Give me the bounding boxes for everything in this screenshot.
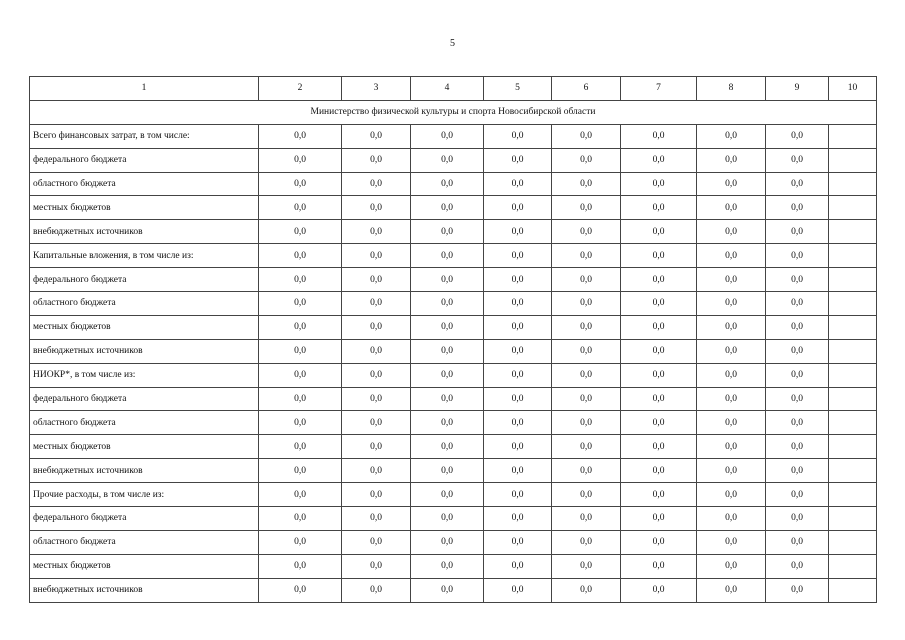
row-label: местных бюджетов xyxy=(30,315,259,339)
table-row xyxy=(30,554,877,578)
value-cell: 0,0 xyxy=(697,530,766,554)
row-label: федерального бюджета xyxy=(30,148,259,172)
value-cell: 0,0 xyxy=(552,530,621,554)
column-number-cell: 7 xyxy=(621,77,697,101)
value-cell-empty xyxy=(829,244,877,268)
value-cell: 0,0 xyxy=(342,339,411,363)
value-cell: 0,0 xyxy=(342,172,411,196)
value-cell: 0,0 xyxy=(766,459,829,483)
row-label: федерального бюджета xyxy=(30,507,259,531)
value-cell: 0,0 xyxy=(766,292,829,316)
row-label: местных бюджетов xyxy=(30,554,259,578)
value-cell: 0,0 xyxy=(766,339,829,363)
value-cell: 0,0 xyxy=(484,292,552,316)
table-row xyxy=(30,578,877,602)
table-row xyxy=(30,196,877,220)
value-cell: 0,0 xyxy=(411,387,484,411)
value-cell: 0,0 xyxy=(411,554,484,578)
table-row xyxy=(30,483,877,507)
row-label: областного бюджета xyxy=(30,172,259,196)
value-cell: 0,0 xyxy=(766,315,829,339)
value-cell: 0,0 xyxy=(259,148,342,172)
value-cell: 0,0 xyxy=(552,339,621,363)
value-cell: 0,0 xyxy=(342,459,411,483)
value-cell: 0,0 xyxy=(697,196,766,220)
column-number-cell: 3 xyxy=(342,77,411,101)
value-cell: 0,0 xyxy=(484,339,552,363)
ministry-row xyxy=(30,100,877,124)
value-cell: 0,0 xyxy=(484,459,552,483)
value-cell: 0,0 xyxy=(342,363,411,387)
value-cell: 0,0 xyxy=(766,530,829,554)
value-cell: 0,0 xyxy=(552,459,621,483)
value-cell: 0,0 xyxy=(552,292,621,316)
table-row xyxy=(30,459,877,483)
table-row xyxy=(30,172,877,196)
value-cell: 0,0 xyxy=(259,459,342,483)
value-cell: 0,0 xyxy=(766,220,829,244)
value-cell: 0,0 xyxy=(621,315,697,339)
row-label: внебюджетных источников xyxy=(30,220,259,244)
value-cell: 0,0 xyxy=(259,507,342,531)
column-number-cell: 4 xyxy=(411,77,484,101)
value-cell-empty xyxy=(829,411,877,435)
value-cell: 0,0 xyxy=(621,459,697,483)
page-number: 5 xyxy=(450,38,455,49)
value-cell: 0,0 xyxy=(552,483,621,507)
table-row xyxy=(30,339,877,363)
value-cell: 0,0 xyxy=(697,387,766,411)
value-cell: 0,0 xyxy=(484,220,552,244)
value-cell: 0,0 xyxy=(342,578,411,602)
value-cell: 0,0 xyxy=(484,578,552,602)
value-cell-empty xyxy=(829,554,877,578)
value-cell: 0,0 xyxy=(259,268,342,292)
value-cell: 0,0 xyxy=(621,244,697,268)
table-row xyxy=(30,124,877,148)
value-cell: 0,0 xyxy=(697,435,766,459)
value-cell: 0,0 xyxy=(766,435,829,459)
value-cell: 0,0 xyxy=(766,578,829,602)
value-cell: 0,0 xyxy=(697,268,766,292)
value-cell: 0,0 xyxy=(552,578,621,602)
value-cell: 0,0 xyxy=(484,196,552,220)
value-cell: 0,0 xyxy=(259,315,342,339)
value-cell: 0,0 xyxy=(552,196,621,220)
row-label: Всего финансовых затрат, в том числе: xyxy=(30,124,259,148)
value-cell: 0,0 xyxy=(259,483,342,507)
value-cell: 0,0 xyxy=(259,244,342,268)
value-cell: 0,0 xyxy=(259,292,342,316)
value-cell: 0,0 xyxy=(259,578,342,602)
value-cell: 0,0 xyxy=(484,244,552,268)
value-cell: 0,0 xyxy=(484,411,552,435)
value-cell: 0,0 xyxy=(259,363,342,387)
value-cell: 0,0 xyxy=(552,435,621,459)
row-label: областного бюджета xyxy=(30,411,259,435)
value-cell: 0,0 xyxy=(766,387,829,411)
value-cell: 0,0 xyxy=(484,530,552,554)
value-cell: 0,0 xyxy=(342,124,411,148)
column-number-cell: 6 xyxy=(552,77,621,101)
value-cell: 0,0 xyxy=(342,435,411,459)
value-cell: 0,0 xyxy=(766,124,829,148)
column-number-cell: 2 xyxy=(259,77,342,101)
value-cell: 0,0 xyxy=(484,507,552,531)
value-cell: 0,0 xyxy=(552,315,621,339)
value-cell: 0,0 xyxy=(697,411,766,435)
row-label: федерального бюджета xyxy=(30,387,259,411)
value-cell: 0,0 xyxy=(766,507,829,531)
row-label: Прочие расходы, в том числе из: xyxy=(30,483,259,507)
value-cell: 0,0 xyxy=(411,459,484,483)
value-cell: 0,0 xyxy=(342,315,411,339)
value-cell: 0,0 xyxy=(484,268,552,292)
value-cell-empty xyxy=(829,435,877,459)
value-cell: 0,0 xyxy=(259,196,342,220)
value-cell-empty xyxy=(829,483,877,507)
value-cell: 0,0 xyxy=(766,196,829,220)
value-cell: 0,0 xyxy=(697,292,766,316)
value-cell: 0,0 xyxy=(621,268,697,292)
value-cell: 0,0 xyxy=(766,483,829,507)
value-cell: 0,0 xyxy=(552,507,621,531)
value-cell: 0,0 xyxy=(621,124,697,148)
value-cell: 0,0 xyxy=(411,339,484,363)
value-cell: 0,0 xyxy=(484,148,552,172)
table-row xyxy=(30,220,877,244)
value-cell: 0,0 xyxy=(411,292,484,316)
row-label: местных бюджетов xyxy=(30,435,259,459)
ministry-title: Министерство физической культуры и спорта Новосибирской области xyxy=(30,100,877,124)
value-cell: 0,0 xyxy=(697,459,766,483)
value-cell: 0,0 xyxy=(259,172,342,196)
row-label: НИОКР*, в том числе из: xyxy=(30,363,259,387)
value-cell-empty xyxy=(829,196,877,220)
value-cell: 0,0 xyxy=(342,530,411,554)
value-cell: 0,0 xyxy=(552,554,621,578)
value-cell: 0,0 xyxy=(484,387,552,411)
value-cell: 0,0 xyxy=(411,483,484,507)
row-label: областного бюджета xyxy=(30,292,259,316)
row-label: федерального бюджета xyxy=(30,268,259,292)
value-cell: 0,0 xyxy=(342,554,411,578)
value-cell: 0,0 xyxy=(697,483,766,507)
table-row xyxy=(30,387,877,411)
table-row xyxy=(30,148,877,172)
value-cell: 0,0 xyxy=(766,411,829,435)
column-number-cell: 9 xyxy=(766,77,829,101)
column-number-row xyxy=(30,77,877,101)
value-cell-empty xyxy=(829,268,877,292)
value-cell: 0,0 xyxy=(552,387,621,411)
value-cell: 0,0 xyxy=(552,268,621,292)
value-cell: 0,0 xyxy=(484,435,552,459)
value-cell: 0,0 xyxy=(697,124,766,148)
value-cell: 0,0 xyxy=(697,339,766,363)
value-cell: 0,0 xyxy=(697,315,766,339)
value-cell: 0,0 xyxy=(766,148,829,172)
value-cell: 0,0 xyxy=(552,220,621,244)
value-cell: 0,0 xyxy=(484,363,552,387)
table-row xyxy=(30,315,877,339)
value-cell: 0,0 xyxy=(552,172,621,196)
table-row xyxy=(30,244,877,268)
value-cell: 0,0 xyxy=(342,507,411,531)
row-label: областного бюджета xyxy=(30,530,259,554)
value-cell: 0,0 xyxy=(621,578,697,602)
value-cell: 0,0 xyxy=(697,220,766,244)
value-cell: 0,0 xyxy=(621,530,697,554)
value-cell: 0,0 xyxy=(342,220,411,244)
value-cell: 0,0 xyxy=(621,387,697,411)
value-cell: 0,0 xyxy=(342,411,411,435)
value-cell: 0,0 xyxy=(411,578,484,602)
value-cell-empty xyxy=(829,172,877,196)
row-label: внебюджетных источников xyxy=(30,339,259,363)
value-cell: 0,0 xyxy=(259,220,342,244)
row-label: местных бюджетов xyxy=(30,196,259,220)
value-cell-empty xyxy=(829,530,877,554)
table-body xyxy=(30,77,877,603)
value-cell: 0,0 xyxy=(411,507,484,531)
value-cell: 0,0 xyxy=(697,507,766,531)
value-cell: 0,0 xyxy=(484,172,552,196)
value-cell: 0,0 xyxy=(552,363,621,387)
value-cell: 0,0 xyxy=(411,435,484,459)
value-cell: 0,0 xyxy=(259,530,342,554)
value-cell: 0,0 xyxy=(552,244,621,268)
value-cell: 0,0 xyxy=(484,315,552,339)
value-cell-empty xyxy=(829,339,877,363)
value-cell: 0,0 xyxy=(411,530,484,554)
value-cell: 0,0 xyxy=(766,244,829,268)
value-cell: 0,0 xyxy=(411,148,484,172)
value-cell: 0,0 xyxy=(411,244,484,268)
value-cell: 0,0 xyxy=(697,554,766,578)
table-row xyxy=(30,435,877,459)
row-label: внебюджетных источников xyxy=(30,578,259,602)
table-row xyxy=(30,507,877,531)
value-cell: 0,0 xyxy=(259,411,342,435)
value-cell: 0,0 xyxy=(342,196,411,220)
value-cell: 0,0 xyxy=(259,435,342,459)
table-row xyxy=(30,292,877,316)
value-cell: 0,0 xyxy=(621,196,697,220)
row-label: Капитальные вложения, в том числе из: xyxy=(30,244,259,268)
value-cell: 0,0 xyxy=(697,363,766,387)
value-cell: 0,0 xyxy=(621,435,697,459)
value-cell-empty xyxy=(829,124,877,148)
table-row xyxy=(30,530,877,554)
value-cell-empty xyxy=(829,315,877,339)
value-cell: 0,0 xyxy=(621,363,697,387)
value-cell: 0,0 xyxy=(766,554,829,578)
value-cell: 0,0 xyxy=(621,411,697,435)
value-cell-empty xyxy=(829,363,877,387)
value-cell: 0,0 xyxy=(766,363,829,387)
column-number-cell: 10 xyxy=(829,77,877,101)
column-number-cell: 5 xyxy=(484,77,552,101)
value-cell: 0,0 xyxy=(484,124,552,148)
value-cell: 0,0 xyxy=(484,483,552,507)
value-cell: 0,0 xyxy=(411,411,484,435)
value-cell: 0,0 xyxy=(552,124,621,148)
table-row xyxy=(30,411,877,435)
value-cell: 0,0 xyxy=(259,339,342,363)
value-cell: 0,0 xyxy=(342,387,411,411)
value-cell-empty xyxy=(829,292,877,316)
value-cell: 0,0 xyxy=(697,172,766,196)
value-cell: 0,0 xyxy=(411,124,484,148)
value-cell: 0,0 xyxy=(411,315,484,339)
value-cell-empty xyxy=(829,220,877,244)
value-cell: 0,0 xyxy=(259,387,342,411)
value-cell: 0,0 xyxy=(411,220,484,244)
value-cell: 0,0 xyxy=(621,339,697,363)
value-cell: 0,0 xyxy=(342,268,411,292)
value-cell: 0,0 xyxy=(411,172,484,196)
value-cell: 0,0 xyxy=(411,363,484,387)
row-label: внебюджетных источников xyxy=(30,459,259,483)
value-cell: 0,0 xyxy=(342,483,411,507)
value-cell: 0,0 xyxy=(552,148,621,172)
budget-table xyxy=(29,76,877,603)
column-number-cell: 1 xyxy=(30,77,259,101)
value-cell: 0,0 xyxy=(621,507,697,531)
value-cell: 0,0 xyxy=(259,554,342,578)
value-cell-empty xyxy=(829,387,877,411)
value-cell: 0,0 xyxy=(259,124,342,148)
value-cell: 0,0 xyxy=(342,148,411,172)
value-cell: 0,0 xyxy=(621,483,697,507)
value-cell: 0,0 xyxy=(621,220,697,244)
table-row xyxy=(30,363,877,387)
value-cell: 0,0 xyxy=(697,148,766,172)
value-cell: 0,0 xyxy=(621,554,697,578)
value-cell-empty xyxy=(829,459,877,483)
value-cell: 0,0 xyxy=(621,292,697,316)
value-cell: 0,0 xyxy=(552,411,621,435)
value-cell: 0,0 xyxy=(766,268,829,292)
value-cell: 0,0 xyxy=(411,268,484,292)
value-cell: 0,0 xyxy=(342,292,411,316)
value-cell-empty xyxy=(829,507,877,531)
table-row xyxy=(30,268,877,292)
value-cell: 0,0 xyxy=(621,172,697,196)
value-cell: 0,0 xyxy=(411,196,484,220)
value-cell-empty xyxy=(829,578,877,602)
value-cell: 0,0 xyxy=(697,578,766,602)
value-cell-empty xyxy=(829,148,877,172)
value-cell: 0,0 xyxy=(484,554,552,578)
column-number-cell: 8 xyxy=(697,77,766,101)
value-cell: 0,0 xyxy=(697,244,766,268)
value-cell: 0,0 xyxy=(342,244,411,268)
value-cell: 0,0 xyxy=(621,148,697,172)
value-cell: 0,0 xyxy=(766,172,829,196)
